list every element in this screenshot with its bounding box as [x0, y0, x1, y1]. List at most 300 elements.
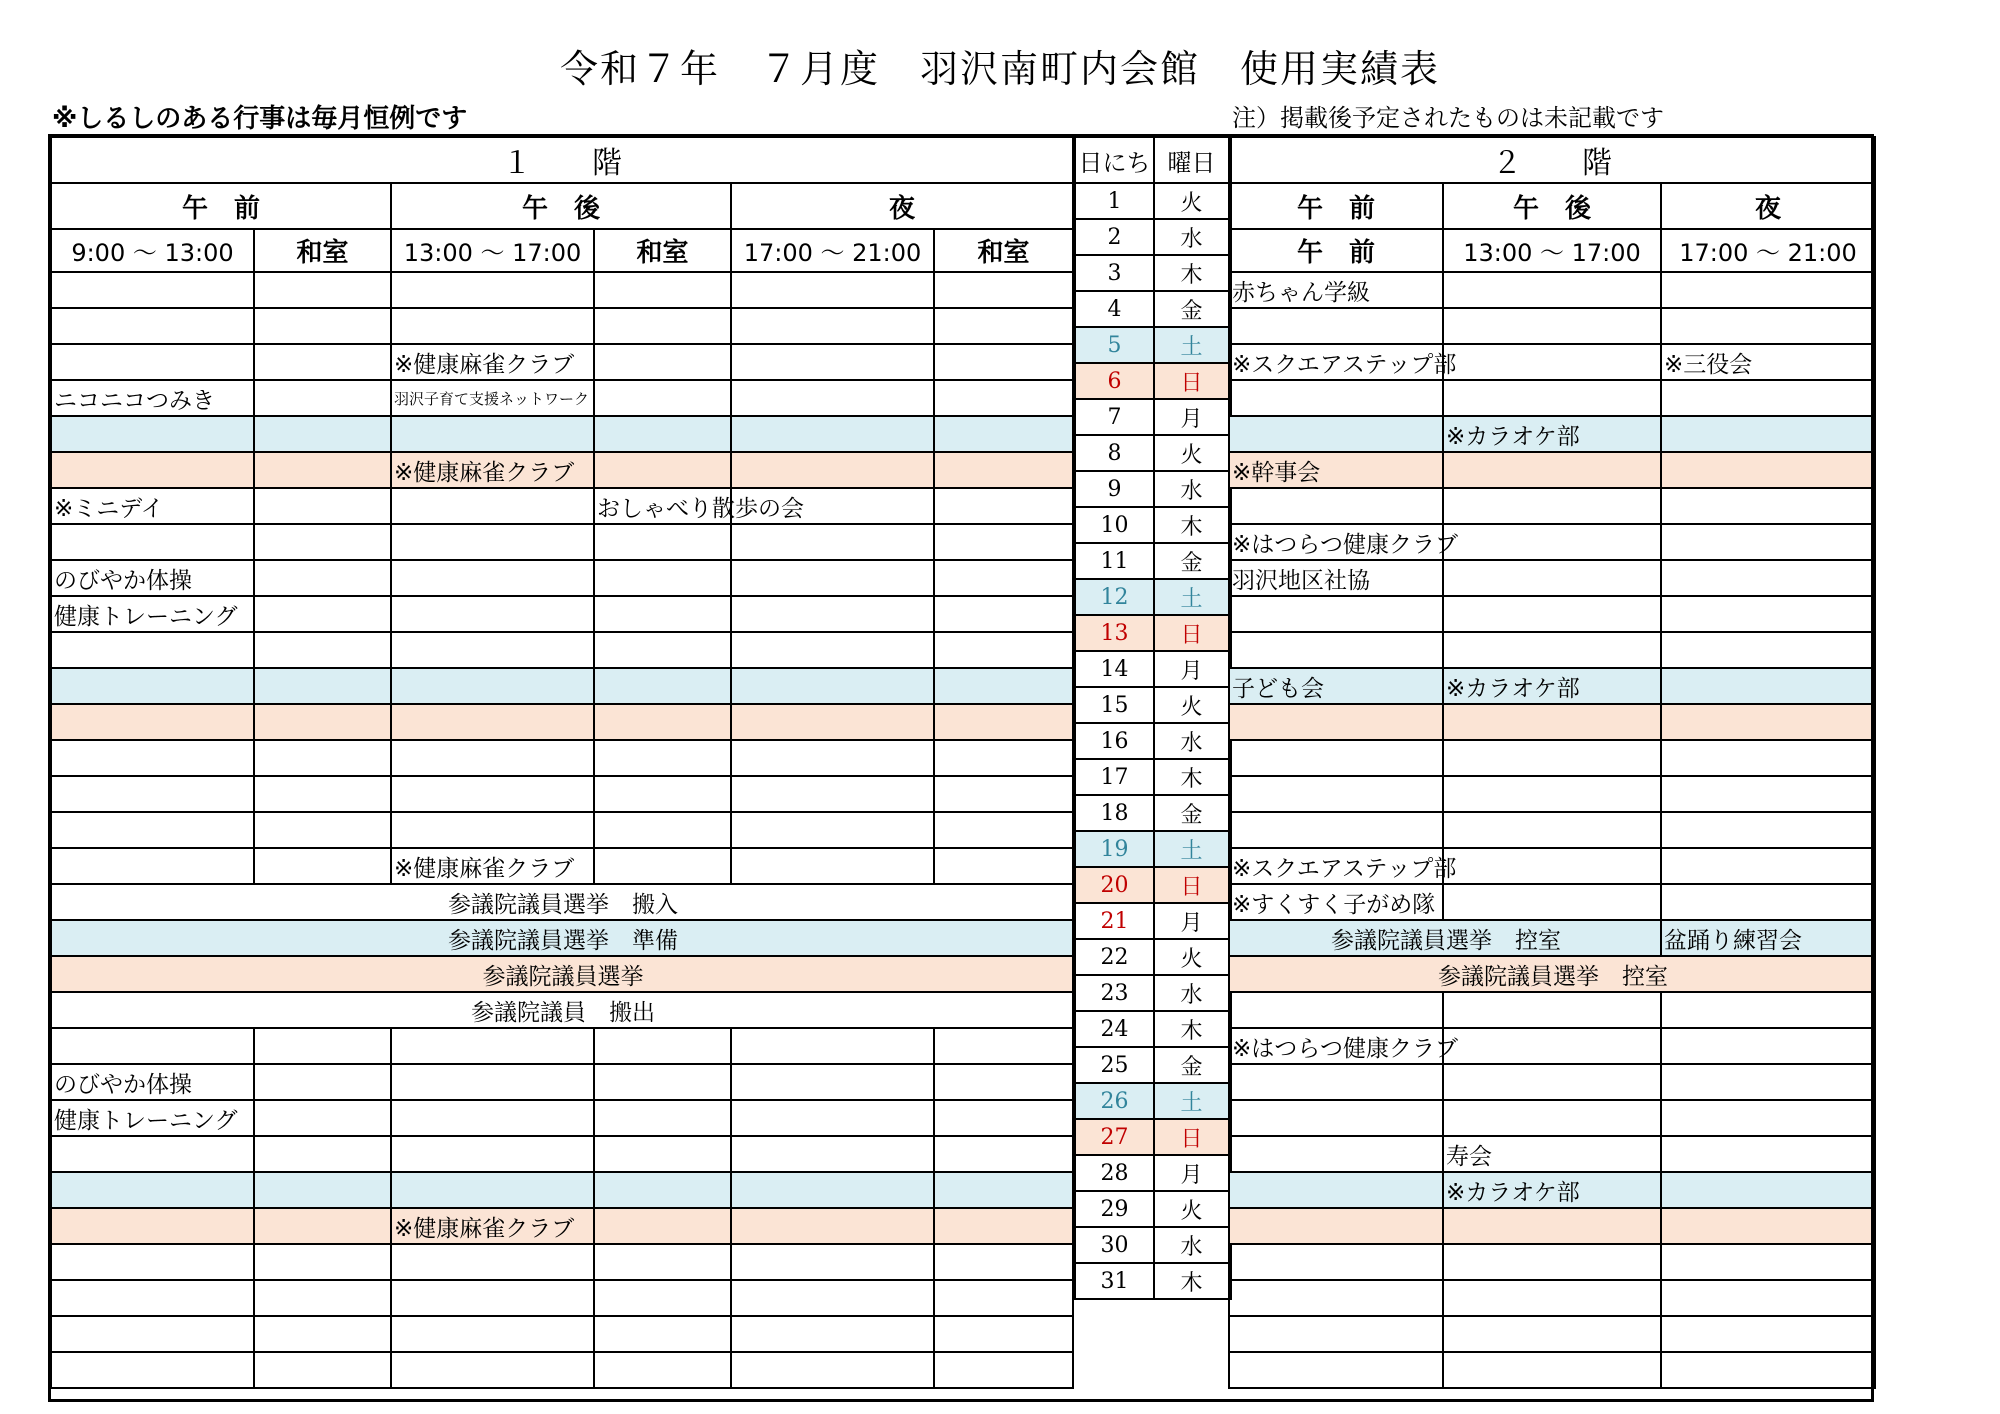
floor2-slot: [1443, 452, 1661, 488]
date-row: [1074, 687, 1230, 723]
date-row: [1074, 507, 1230, 543]
day-header: 日にち: [1074, 137, 1154, 183]
floor2-slot: [1661, 1352, 1875, 1388]
floor1-slot: [51, 1136, 254, 1172]
floor1-slot: [51, 812, 254, 848]
floor2-slot: [1443, 272, 1661, 308]
floor1-row: [51, 1280, 1073, 1316]
date-row: [1074, 471, 1230, 507]
floor1-slot: [934, 812, 1073, 848]
floor1-row: [51, 1316, 1073, 1352]
floor1-slot: [391, 560, 594, 596]
floor1-slot: [254, 308, 391, 344]
floor2-slot: [1229, 380, 1443, 416]
weekday: 土: [1154, 579, 1230, 615]
floor1-slot: [934, 668, 1073, 704]
floor2-slot: [1443, 848, 1661, 884]
floor1-slot: [934, 596, 1073, 632]
date-row: [1074, 867, 1230, 903]
floor1-slot: [934, 344, 1073, 380]
floor1-slot: [934, 308, 1073, 344]
weekday: 木: [1154, 1011, 1230, 1047]
floor2-row: [1229, 1064, 1875, 1100]
day-number: 20: [1074, 867, 1154, 903]
floor2-slot: [1443, 740, 1661, 776]
floor1-slot: [934, 1352, 1073, 1388]
floor1-slot: [254, 416, 391, 452]
date-row: [1074, 1155, 1230, 1191]
weekday: 月: [1154, 399, 1230, 435]
floor1-slot: ※健康麻雀クラブ: [391, 1208, 594, 1244]
floor1-slot: [254, 668, 391, 704]
weekday: 土: [1154, 831, 1230, 867]
floor1-slot: [254, 740, 391, 776]
floor1-slot: [594, 704, 731, 740]
floor1-slot: 健康トレーニング: [51, 596, 254, 632]
floor2-slot: [1661, 1100, 1875, 1136]
floor1-row: [51, 776, 1073, 812]
floor2-slot: [1443, 1244, 1661, 1280]
floor2-row: [1229, 704, 1875, 740]
floor2-row: [1229, 848, 1875, 884]
floor1-slot: [731, 1316, 934, 1352]
floor1-slot: [51, 452, 254, 488]
floor2-row: [1229, 992, 1875, 1028]
floor1-slot: [51, 1316, 254, 1352]
date-row: [1074, 579, 1230, 615]
floor1-slot: [51, 632, 254, 668]
floor1-row: [51, 920, 1073, 956]
floor2-slot: 子ども会: [1229, 668, 1443, 704]
floor1-morning-time: 9:00 ～ 13:00: [51, 229, 254, 272]
floor1-slot: [391, 1280, 594, 1316]
floor1-slot: [731, 668, 934, 704]
day-number: 15: [1074, 687, 1154, 723]
date-row: [1074, 435, 1230, 471]
floor1-slot: [391, 1244, 594, 1280]
day-number: 8: [1074, 435, 1154, 471]
weekday: 金: [1154, 291, 1230, 327]
floor1-slot: [731, 1028, 934, 1064]
floor1-slot: [731, 1136, 934, 1172]
day-number: 19: [1074, 831, 1154, 867]
floor2-slot: [1229, 1208, 1443, 1244]
floor1-slot: [594, 272, 731, 308]
floor1-row: [51, 1136, 1073, 1172]
floor1-slot: [594, 740, 731, 776]
floor1-slot: [254, 272, 391, 308]
weekday: 火: [1154, 687, 1230, 723]
floor2-slot: ※はつらつ健康クラブ: [1229, 524, 1443, 560]
floor2-slot: ※三役会: [1661, 344, 1875, 380]
floor1-slot: [254, 1244, 391, 1280]
floor2-afternoon-time: 13:00 ～ 17:00: [1443, 229, 1661, 272]
day-number: 22: [1074, 939, 1154, 975]
floor2-slot: [1661, 596, 1875, 632]
floor1-slot: [934, 272, 1073, 308]
floor2-slot: [1443, 776, 1661, 812]
day-number: 4: [1074, 291, 1154, 327]
day-number: 2: [1074, 219, 1154, 255]
floor2-slot: [1443, 560, 1661, 596]
weekday: 日: [1154, 363, 1230, 399]
floor1-morning-washitsu: 和室: [254, 229, 391, 272]
floor1-slot: [254, 848, 391, 884]
floor1-slot: [731, 596, 934, 632]
weekday: 水: [1154, 219, 1230, 255]
date-row: [1074, 1191, 1230, 1227]
weekday: 月: [1154, 1155, 1230, 1191]
day-number: 28: [1074, 1155, 1154, 1191]
floor2-row: [1229, 380, 1875, 416]
floor1-slot: [934, 1136, 1073, 1172]
floor1-slot: [594, 308, 731, 344]
floor2-slot: ※幹事会: [1229, 452, 1443, 488]
floor1-event: 参議院議員選挙 搬入: [51, 884, 1073, 920]
floor1-slot: [731, 1280, 934, 1316]
floor2-slot: [1443, 308, 1661, 344]
floor1-row: [51, 560, 1073, 596]
floor1-slot: [731, 704, 934, 740]
floor1-slot: [594, 1136, 731, 1172]
floor2-slot: ※スクエアステップ部: [1229, 344, 1443, 380]
floor2-slot: [1661, 308, 1875, 344]
floor1-slot: [254, 776, 391, 812]
weekday: 日: [1154, 1119, 1230, 1155]
floor1-slot: [594, 848, 731, 884]
floor2-slot: ※カラオケ部: [1443, 668, 1661, 704]
floor1-slot: [391, 596, 594, 632]
date-row: [1074, 795, 1230, 831]
floor1-slot: [731, 1244, 934, 1280]
floor2-row: [1229, 272, 1875, 308]
floor1-slot: [731, 1100, 934, 1136]
floor1-row: [51, 452, 1073, 488]
floor1-slot: [934, 1100, 1073, 1136]
floor1-slot: [934, 1064, 1073, 1100]
floor1-row: [51, 1064, 1073, 1100]
floor1-slot: [731, 776, 934, 812]
floor1-row: [51, 632, 1073, 668]
floor1-slot: [731, 416, 934, 452]
day-number: 16: [1074, 723, 1154, 759]
floor2-slot: [1229, 1100, 1443, 1136]
floor1-row: [51, 272, 1073, 308]
floor2-slot: [1661, 1280, 1875, 1316]
floor1-slot: のびやか体操: [51, 560, 254, 596]
floor1-slot: [51, 524, 254, 560]
weekday: 金: [1154, 1047, 1230, 1083]
floor1-row: [51, 416, 1073, 452]
floor1-slot: [254, 1100, 391, 1136]
floor2-slot: [1443, 488, 1661, 524]
floor1-slot: [51, 416, 254, 452]
floor2-slot: ※はつらつ健康クラブ: [1229, 1028, 1443, 1064]
floor2-slot: [1443, 1100, 1661, 1136]
floor1-slot: ※健康麻雀クラブ: [391, 344, 594, 380]
floor2-slot: [1229, 1136, 1443, 1172]
floor2-slot: [1229, 488, 1443, 524]
floor1-slot: [594, 1064, 731, 1100]
floor1-slot: [254, 1028, 391, 1064]
floor1-slot: [731, 1352, 934, 1388]
recurring-note: ※しるしのある行事は毎月恒例です: [52, 104, 468, 134]
floor2-event: 参議院議員選挙 控室: [1229, 956, 1875, 992]
floor1-slot: [51, 848, 254, 884]
floor1-slot: [594, 524, 731, 560]
floor2-slot: [1229, 704, 1443, 740]
floor2-row: [1229, 1208, 1875, 1244]
day-number: 5: [1074, 327, 1154, 363]
floor1-slot: [254, 488, 391, 524]
floor1-slot: [391, 812, 594, 848]
floor1-slot: [934, 848, 1073, 884]
floor1-event: 参議院議員選挙 準備: [51, 920, 1073, 956]
floor2-row: [1229, 1316, 1875, 1352]
floor1-slot: おしゃべり散歩の会: [594, 488, 731, 524]
date-row: [1074, 651, 1230, 687]
floor1-slot: [51, 272, 254, 308]
floor2-slot: [1661, 416, 1875, 452]
floor1-slot: [934, 452, 1073, 488]
floor1-slot: [391, 272, 594, 308]
date-table: [1072, 136, 1232, 1300]
floor1-slot: [391, 1172, 594, 1208]
weekday: 金: [1154, 795, 1230, 831]
floor1-slot: [391, 308, 594, 344]
date-row: [1074, 1011, 1230, 1047]
floor2-row: [1229, 1172, 1875, 1208]
weekday: 日: [1154, 615, 1230, 651]
floor2-slot: ※カラオケ部: [1443, 1172, 1661, 1208]
floor1-afternoon-time: 13:00 ～ 17:00: [391, 229, 594, 272]
floor1-slot: [731, 1208, 934, 1244]
date-row: [1074, 363, 1230, 399]
floor2-row: [1229, 560, 1875, 596]
floor1-row: [51, 740, 1073, 776]
floor2-slot: [1661, 1172, 1875, 1208]
floor1-slot: [731, 632, 934, 668]
day-number: 29: [1074, 1191, 1154, 1227]
floor2-slot: [1661, 1316, 1875, 1352]
day-number: 30: [1074, 1227, 1154, 1263]
floor2-row: [1229, 1136, 1875, 1172]
unlisted-note: 注）掲載後予定されたものは未記載です: [1232, 104, 1664, 132]
floor2-slot: [1661, 740, 1875, 776]
day-number: 6: [1074, 363, 1154, 399]
weekday: 木: [1154, 759, 1230, 795]
floor1-slot: [594, 1208, 731, 1244]
weekday: 金: [1154, 543, 1230, 579]
floor1-row: [51, 668, 1073, 704]
floor1-slot: [51, 1028, 254, 1064]
floor1-slot: [731, 848, 934, 884]
day-number: 10: [1074, 507, 1154, 543]
floor2-slot: [1229, 632, 1443, 668]
floor2-row: [1229, 668, 1875, 704]
weekday: 火: [1154, 435, 1230, 471]
floor1-slot: [254, 632, 391, 668]
floor1-slot: [254, 1316, 391, 1352]
floor2-row: [1229, 1100, 1875, 1136]
floor2-table: [1228, 136, 1876, 1389]
floor2-slot: [1661, 704, 1875, 740]
floor2-slot: [1443, 1028, 1661, 1064]
floor1-slot: [391, 1064, 594, 1100]
floor2-row: [1229, 1280, 1875, 1316]
floor1-row: [51, 380, 1073, 416]
weekday: 木: [1154, 1263, 1230, 1299]
floor2-row: [1229, 596, 1875, 632]
floor1-slot: [934, 416, 1073, 452]
floor2-night-time: 17:00 ～ 21:00: [1661, 229, 1875, 272]
day-number: 25: [1074, 1047, 1154, 1083]
floor1-slot: [934, 740, 1073, 776]
day-number: 17: [1074, 759, 1154, 795]
floor2-morning-header: 午 前: [1229, 183, 1443, 229]
floor1-slot: [254, 704, 391, 740]
weekday: 水: [1154, 975, 1230, 1011]
floor1-slot: [934, 488, 1073, 524]
date-row: [1074, 1263, 1230, 1299]
floor2-slot: [1443, 344, 1661, 380]
floor1-afternoon-washitsu: 和室: [594, 229, 731, 272]
floor1-row: [51, 488, 1073, 524]
floor1-slot: [594, 344, 731, 380]
day-number: 18: [1074, 795, 1154, 831]
floor1-slot: [51, 1208, 254, 1244]
floor1-slot: [254, 812, 391, 848]
floor2-slot: [1661, 1208, 1875, 1244]
floor2-row: [1229, 416, 1875, 452]
floor2-row: [1229, 488, 1875, 524]
floor2-slot: [1229, 812, 1443, 848]
floor2-slot: 赤ちゃん学級: [1229, 272, 1443, 308]
floor2-row: [1229, 956, 1875, 992]
floor1-slot: [391, 1352, 594, 1388]
floor1-slot: [51, 740, 254, 776]
floor1-slot: [391, 1136, 594, 1172]
floor1-slot: [51, 1172, 254, 1208]
date-row: [1074, 723, 1230, 759]
floor2-slot: 寿会: [1443, 1136, 1661, 1172]
floor1-slot: [731, 344, 934, 380]
day-number: 31: [1074, 1263, 1154, 1299]
floor2-slot: [1443, 1064, 1661, 1100]
floor1-slot: [391, 1100, 594, 1136]
floor1-row: [51, 1352, 1073, 1388]
floor2-slot: [1443, 632, 1661, 668]
floor1-slot: [731, 308, 934, 344]
date-row: [1074, 759, 1230, 795]
floor1-slot: [731, 560, 934, 596]
date-row: [1074, 255, 1230, 291]
date-row: [1074, 975, 1230, 1011]
floor2-slot: 盆踊り練習会: [1661, 920, 1875, 956]
floor1-label: １ 階: [51, 137, 1073, 183]
date-row: [1074, 831, 1230, 867]
floor1-slot: [254, 560, 391, 596]
date-row: [1074, 903, 1230, 939]
floor2-slot: [1661, 776, 1875, 812]
day-number: 11: [1074, 543, 1154, 579]
weekday: 水: [1154, 471, 1230, 507]
floor1-slot: [731, 452, 934, 488]
floor1-row: [51, 1208, 1073, 1244]
floor2-slot: ※カラオケ部: [1443, 416, 1661, 452]
floor1-slot: [391, 416, 594, 452]
floor2-row: [1229, 884, 1875, 920]
floor2-row: [1229, 344, 1875, 380]
floor1-slot: [934, 1280, 1073, 1316]
floor1-row: [51, 956, 1073, 992]
weekday: 水: [1154, 1227, 1230, 1263]
floor2-slot: [1661, 884, 1875, 920]
floor1-slot: [594, 1352, 731, 1388]
floor1-slot: [254, 1352, 391, 1388]
floor1-row: [51, 848, 1073, 884]
date-row: [1074, 1119, 1230, 1155]
weekday: 水: [1154, 723, 1230, 759]
floor1-row: [51, 524, 1073, 560]
floor1-slot: [254, 1208, 391, 1244]
day-number: 23: [1074, 975, 1154, 1011]
day-number: 13: [1074, 615, 1154, 651]
weekday: 火: [1154, 1191, 1230, 1227]
floor1-slot: [391, 488, 594, 524]
floor2-row: [1229, 632, 1875, 668]
floor1-slot: [391, 668, 594, 704]
floor2-row: [1229, 1352, 1875, 1388]
floor2-slot: [1229, 776, 1443, 812]
floor1-slot: [254, 1136, 391, 1172]
weekday: 日: [1154, 867, 1230, 903]
floor2-row: [1229, 524, 1875, 560]
day-number: 12: [1074, 579, 1154, 615]
floor2-slot: [1443, 884, 1661, 920]
date-row: [1074, 327, 1230, 363]
weekday: 土: [1154, 327, 1230, 363]
floor2-slot: [1229, 740, 1443, 776]
floor2-row: [1229, 920, 1875, 956]
day-number: 1: [1074, 183, 1154, 219]
floor2-row: [1229, 776, 1875, 812]
floor2-slot: [1661, 272, 1875, 308]
floor1-slot: [254, 344, 391, 380]
floor1-slot: [731, 1064, 934, 1100]
floor2-slot: [1443, 992, 1661, 1028]
floor2-slot: [1661, 1244, 1875, 1280]
floor1-slot: のびやか体操: [51, 1064, 254, 1100]
weekday: 火: [1154, 183, 1230, 219]
floor1-row: [51, 1244, 1073, 1280]
floor1-slot: [594, 776, 731, 812]
weekday: 土: [1154, 1083, 1230, 1119]
floor2-row: [1229, 1028, 1875, 1064]
floor1-slot: [731, 272, 934, 308]
floor1-slot: [51, 344, 254, 380]
day-number: 27: [1074, 1119, 1154, 1155]
date-row: [1074, 615, 1230, 651]
floor2-slot: [1661, 992, 1875, 1028]
floor1-slot: [51, 308, 254, 344]
floor1-slot: [934, 632, 1073, 668]
floor1-morning-header: 午 前: [51, 183, 391, 229]
floor2-slot: [1229, 1172, 1443, 1208]
floor1-slot: [594, 380, 731, 416]
floor1-slot: ニコニコつみき: [51, 380, 254, 416]
floor2-slot: [1229, 1280, 1443, 1316]
